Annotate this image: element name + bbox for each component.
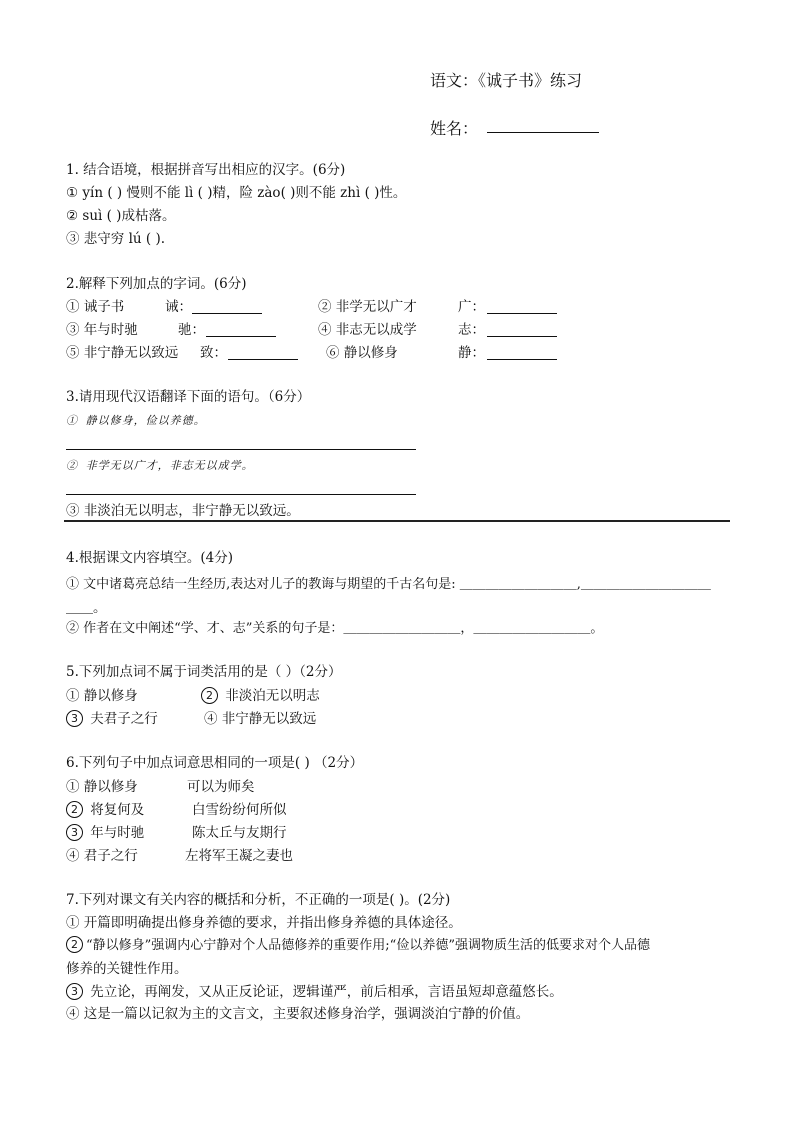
circled-three-icon: 3 (66, 824, 83, 841)
q1-line3: ③ 悲守穷 lú ( ). (66, 231, 166, 247)
q7-line3-text: 先立论，再阐发，又从正反论证，逻辑谨严，前后相承，言语虽短却意蕴悠长。 (90, 984, 563, 1000)
q3-answer1-field[interactable] (66, 449, 416, 450)
q6-row2-a-text: 将复何及 (90, 802, 145, 818)
q2-item6-answer-field[interactable] (487, 359, 557, 360)
q6-row2-b: 白雪纷纷何所似 (192, 802, 287, 818)
q6-row4-a: ④ 君子之行 (66, 848, 138, 864)
q2-item1-answer-field[interactable] (192, 313, 262, 314)
circled-three-icon: 3 (66, 710, 83, 727)
name-field[interactable] (487, 132, 599, 133)
q1-line2: ② suì ( )成枯落。 (66, 208, 176, 224)
q6-row1-b: 可以为师矣 (187, 779, 255, 795)
q2-item5-char: 致： (200, 345, 227, 361)
q7-line2-text: “静以修身”强调内心宁静对个人品德修养的重要作用;“俭以养德”强调物质生活的低要求对个人品德 (86, 938, 650, 953)
q5-option-2[interactable] (201, 685, 320, 708)
q6-row4-b: 左将军王凝之妻也 (185, 848, 293, 864)
q2-item1-char: 诫： (165, 299, 192, 315)
q5-option-2-text: 非淡泊无以明志 (225, 688, 320, 704)
q6-row2-a (66, 799, 144, 822)
q2-item5-phrase: ⑤ 非宁静无以致远 (66, 345, 179, 361)
q2-item1-phrase: ① 诫子书 (66, 299, 125, 315)
q3-line3: ③ 非淡泊无以明志，非宁静无以致远。 (66, 503, 300, 519)
q2-item4-char: 志： (458, 322, 485, 338)
q4-line1b: ＿＿。 (66, 600, 107, 616)
section-divider (64, 520, 730, 522)
q4-line2: ② 作者在文中阐述“学、才、志”关系的句子是：＿＿＿＿＿＿＿＿＿，＿＿＿＿＿＿＿＿＿。 (66, 621, 604, 636)
q1-title: 1. 结合语境，根据拼音写出相应的汉字。(6分) (66, 162, 346, 178)
q7-line4: ④ 这是一篇以记叙为主的文言文，主要叙述修身治学，强调淡泊宁静的价值。 (66, 1006, 530, 1022)
q5-option-3-text: 夫君子之行 (90, 711, 158, 727)
q5-option-3[interactable] (66, 708, 158, 731)
q3-answer2-field[interactable] (66, 494, 416, 495)
q2-item3-phrase: ③ 年与时驰 (66, 322, 138, 338)
q2-item2-phrase: ② 非学无以广才 (318, 299, 417, 315)
name-label: 姓名： (430, 119, 479, 138)
q6-row3-a-text: 年与时驰 (90, 825, 145, 841)
q6-row1-a: ① 静以修身 (66, 779, 138, 795)
q5-title: 5.下列加点词不属于词类活用的是（ ）（2分） (66, 664, 342, 680)
q2-item4-answer-field[interactable] (487, 336, 557, 337)
q3-line1: ① 静以修身，俭以养德。 (66, 414, 206, 427)
q6-row3-b: 陈太丘与友期行 (192, 825, 287, 841)
circled-three-icon: 3 (66, 983, 83, 1000)
q4-line1a: ① 文中诸葛亮总结一生经历,表达对儿子的教诲与期望的千古名句是: ＿＿＿＿＿＿＿＿＿,＿＿＿＿＿＿＿＿＿＿ (66, 577, 711, 592)
q2-item3-char: 驰： (178, 322, 205, 338)
q5-option-1[interactable]: ① 静以修身 (66, 688, 138, 704)
q2-item6-char: 静： (458, 345, 485, 361)
q4-title: 4.根据课文内容填空。(4分) (66, 550, 234, 566)
circled-two-icon: 2 (66, 936, 83, 953)
q7-line1: ① 开篇即明确提出修身养德的要求，并指出修身养德的具体途径。 (66, 915, 462, 931)
q3-title: 3.请用现代汉语翻译下面的语句。（6分） (66, 389, 311, 405)
q7-line2b: 修养的关键性作用。 (66, 961, 188, 977)
q3-line2: ② 非学无以广才，非志无以成学。 (66, 459, 254, 472)
q2-item3-answer-field[interactable] (206, 336, 276, 337)
q6-title: 6.下列句子中加点词意思相同的一项是( ) （2分） (66, 755, 364, 771)
q1-line1: ① yín ( ) 慢则不能 lì ( )精，险 zào( )则不能 zhì ( )性。 (66, 185, 407, 201)
q2-title: 2.解释下列加点的字词。(6分) (66, 276, 247, 292)
worksheet-title: 语文：《诚子书》练习 (430, 71, 583, 90)
circled-two-icon: 2 (66, 801, 83, 818)
circled-two-icon: 2 (201, 687, 218, 704)
q2-item5-answer-field[interactable] (228, 359, 298, 360)
q2-item4-phrase: ④ 非志无以成学 (318, 322, 417, 338)
q2-item2-answer-field[interactable] (487, 313, 557, 314)
q7-line2 (66, 935, 650, 958)
q5-option-4[interactable]: ④ 非宁静无以致远 (204, 711, 317, 727)
q7-line3 (66, 981, 563, 1004)
q2-item2-char: 广： (458, 299, 485, 315)
q7-title: 7.下列对课文有关内容的概括和分析，不正确的一项是( )。(2分) (66, 892, 451, 908)
q2-item6-phrase: ⑥ 静以修身 (326, 345, 398, 361)
q6-row3-a (66, 822, 144, 845)
